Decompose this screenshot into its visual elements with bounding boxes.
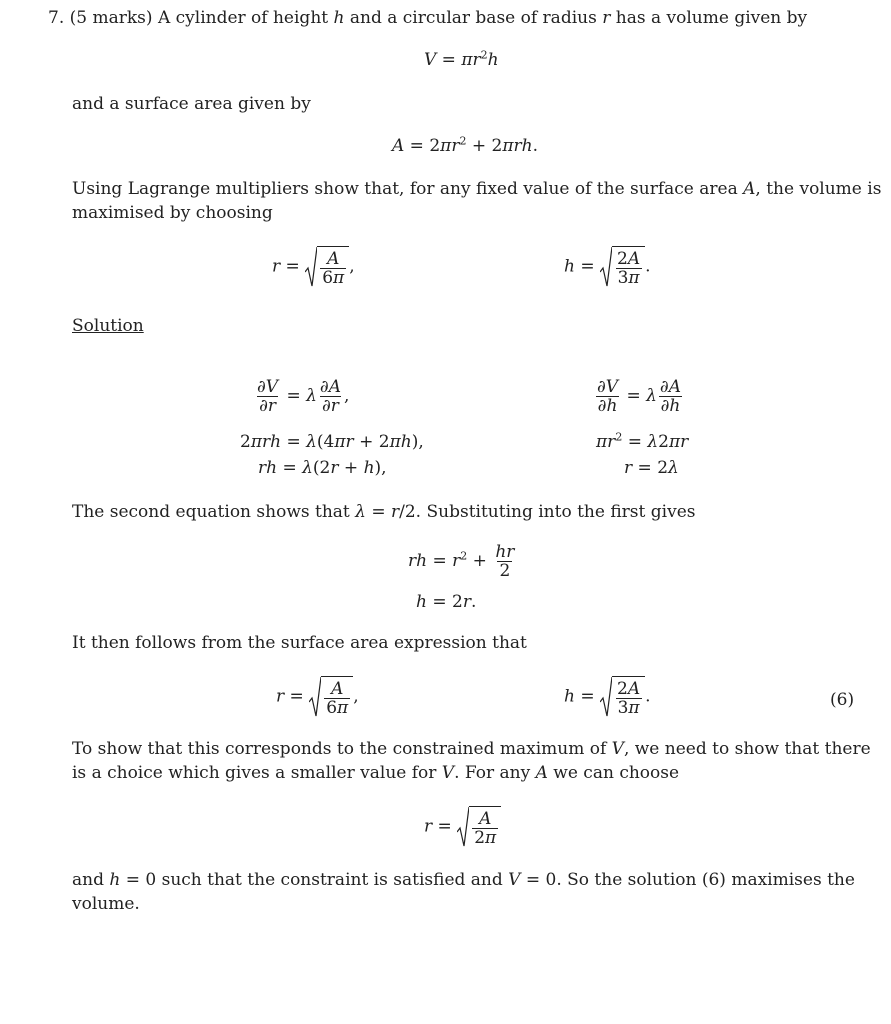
task-line-1: Using Lagrange multipliers show that, for any fixed value of the surface area A, the volume is xyxy=(72,179,882,199)
task-line-2: maximised by choosing xyxy=(72,203,273,223)
final-line-1: and h = 0 such that the constraint is satisfied and V = 0. So the solution (6) maximises the xyxy=(72,870,855,890)
left-eq-2: 2πrh = λ(4πr + 2πh), xyxy=(240,432,424,452)
right-eq-2: $\pi r^2 = \lambda 2\pi r$ xyxy=(596,430,689,452)
final-line-2: volume. xyxy=(72,894,140,914)
solution-sentence-2: It then follows from the surface area expression that xyxy=(72,633,527,653)
substitution-eq-1: rh = $r^2$ + $\frac{hr}{2}$ xyxy=(408,542,515,581)
left-eq-3: rh = λ(2r + h), xyxy=(258,458,387,478)
solution-sentence-1: The second equation shows that λ = r/2. Substituting into the first gives xyxy=(72,502,696,522)
solution-heading: Solution xyxy=(72,316,144,336)
question-intro: A cylinder of height h and a circular base of radius r has a volume given by xyxy=(157,8,808,28)
sqrt-sign: $\frac{A}{6\pi}$ xyxy=(309,676,353,718)
volume-equation: $V = \pi r^2h$ xyxy=(424,48,499,70)
target-h-equation: h = $\frac{2A}{3\pi}$ . xyxy=(564,246,651,288)
question-heading xyxy=(48,8,807,28)
paragraph-line-1: To show that this corresponds to the constrained maximum of V, we need to show that there xyxy=(72,739,871,759)
substitution-eq-2: h = 2r. xyxy=(416,592,477,612)
surface-equation: $A = 2\pi r^2 + 2\pi rh$. xyxy=(392,134,538,156)
question-number: 7. xyxy=(48,8,65,28)
sqrt-sign: $\frac{A}{6\pi}$ xyxy=(305,246,349,288)
target-r-equation: r = $\frac{A}{6\pi}$ , xyxy=(272,246,355,288)
sqrt-sign: $\frac{2A}{3\pi}$ xyxy=(600,246,645,288)
question-marks: (5 marks) xyxy=(69,8,153,28)
right-eq-1: $\frac{\partial V}{\partial h}$ = λ $\frac{\partial A}{\partial h}$ xyxy=(597,377,681,416)
sqrt-sign: $\frac{A}{2\pi}$ xyxy=(457,806,501,848)
choice-r-equation: r = $\frac{A}{2\pi}$ xyxy=(424,806,501,848)
right-eq-3: r = 2λ xyxy=(624,458,679,478)
surface-intro: and a surface area given by xyxy=(72,94,311,114)
left-eq-1: $\frac{\partial V}{\partial r}$ = λ $\frac{\partial A}{\partial r}$ , xyxy=(257,377,350,416)
result-r-equation: r = $\frac{A}{6\pi}$ , xyxy=(276,676,359,718)
equation-label: (6) xyxy=(830,690,855,710)
paragraph-line-2: is a choice which gives a smaller value for V. For any A we can choose xyxy=(72,763,680,783)
result-h-equation: h = $\frac{2A}{3\pi}$ . xyxy=(564,676,651,718)
sqrt-sign: $\frac{2A}{3\pi}$ xyxy=(600,676,645,718)
